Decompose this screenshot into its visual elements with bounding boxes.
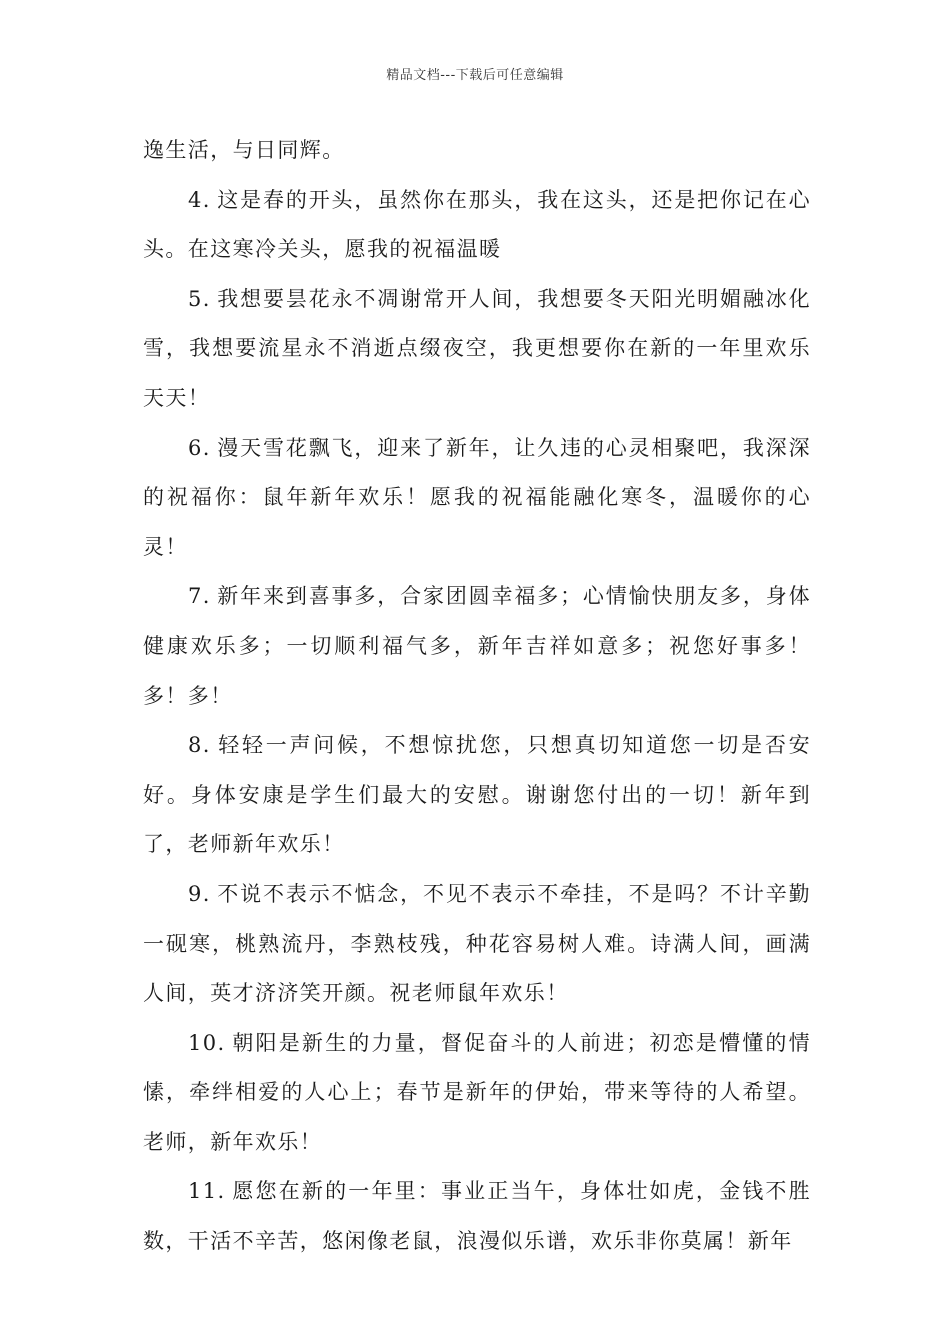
paragraph-text: 轻轻一声问候，不想惊扰您，只想真切知道您一切是否安好。身体安康是学生们最大的安慰。谢谢您付出的一切！新年到了，老师新年欢乐！	[143, 733, 811, 857]
paragraph-number: 11.	[188, 1179, 226, 1204]
paragraph-number: 10.	[188, 1030, 226, 1055]
paragraph-text: 逸生活，与日同辉。	[143, 138, 345, 162]
paragraph-text: 愿您在新的一年里：事业正当午，身体壮如虎，金钱不胜数，干活不辛苦，悠闲像老鼠，浪漫似乐谱，欢乐非你莫属！新年	[143, 1179, 811, 1254]
paragraph-text: 新年来到喜事多，合家团圆幸福多；心情愉快朋友多，身体健康欢乐多；一切顺利福气多，新年吉祥如意多；祝您好事多！多！多！	[143, 584, 811, 708]
paragraph-text: 漫天雪花飘飞，迎来了新年，让久违的心灵相聚吧，我深深的祝福你：鼠年新年欢乐！愿我的祝福能融化寒冬，温暖你的心灵！	[143, 435, 811, 559]
paragraph-4	[143, 176, 811, 275]
paragraph-number: 5.	[188, 286, 211, 311]
paragraph-text: 这是春的开头，虽然你在那头，我在这头，还是把你记在心头。在这寒冷关头，愿我的祝福温暖	[143, 187, 811, 262]
paragraph-11	[143, 1167, 811, 1266]
paragraph-5	[143, 275, 811, 424]
paragraph-8	[143, 721, 811, 870]
paragraph-7	[143, 572, 811, 721]
paragraph-6	[143, 424, 811, 573]
paragraph-number: 4.	[188, 187, 211, 212]
paragraph-text: 不说不表示不惦念，不见不表示不牵挂，不是吗？不计辛勤一砚寒，桃熟流丹，李熟枝残，种花容易树人难。诗满人间，画满人间，英才济济笑开颜。祝老师鼠年欢乐！	[143, 881, 811, 1006]
paragraph-number: 6.	[188, 435, 211, 460]
paragraph-text: 朝阳是新生的力量，督促奋斗的人前进；初恋是懵懂的情愫，牵绊相爱的人心上；春节是新年的伊始，带来等待的人希望。老师，新年欢乐！	[143, 1030, 811, 1154]
paragraph-continuation	[143, 126, 811, 176]
paragraph-number: 9.	[188, 881, 211, 906]
paragraph-9	[143, 870, 811, 1019]
paragraph-10	[143, 1019, 811, 1168]
paragraph-text: 我想要昙花永不凋谢常开人间，我想要冬天阳光明媚融冰化雪，我想要流星永不消逝点缀夜空，我更想要你在新的一年里欢乐天天！	[143, 286, 811, 410]
paragraph-number: 8.	[188, 733, 211, 758]
paragraph-number: 7.	[188, 584, 211, 609]
page-header: 精品文档---下载后可任意编辑	[386, 68, 564, 83]
document-body	[143, 126, 811, 1267]
